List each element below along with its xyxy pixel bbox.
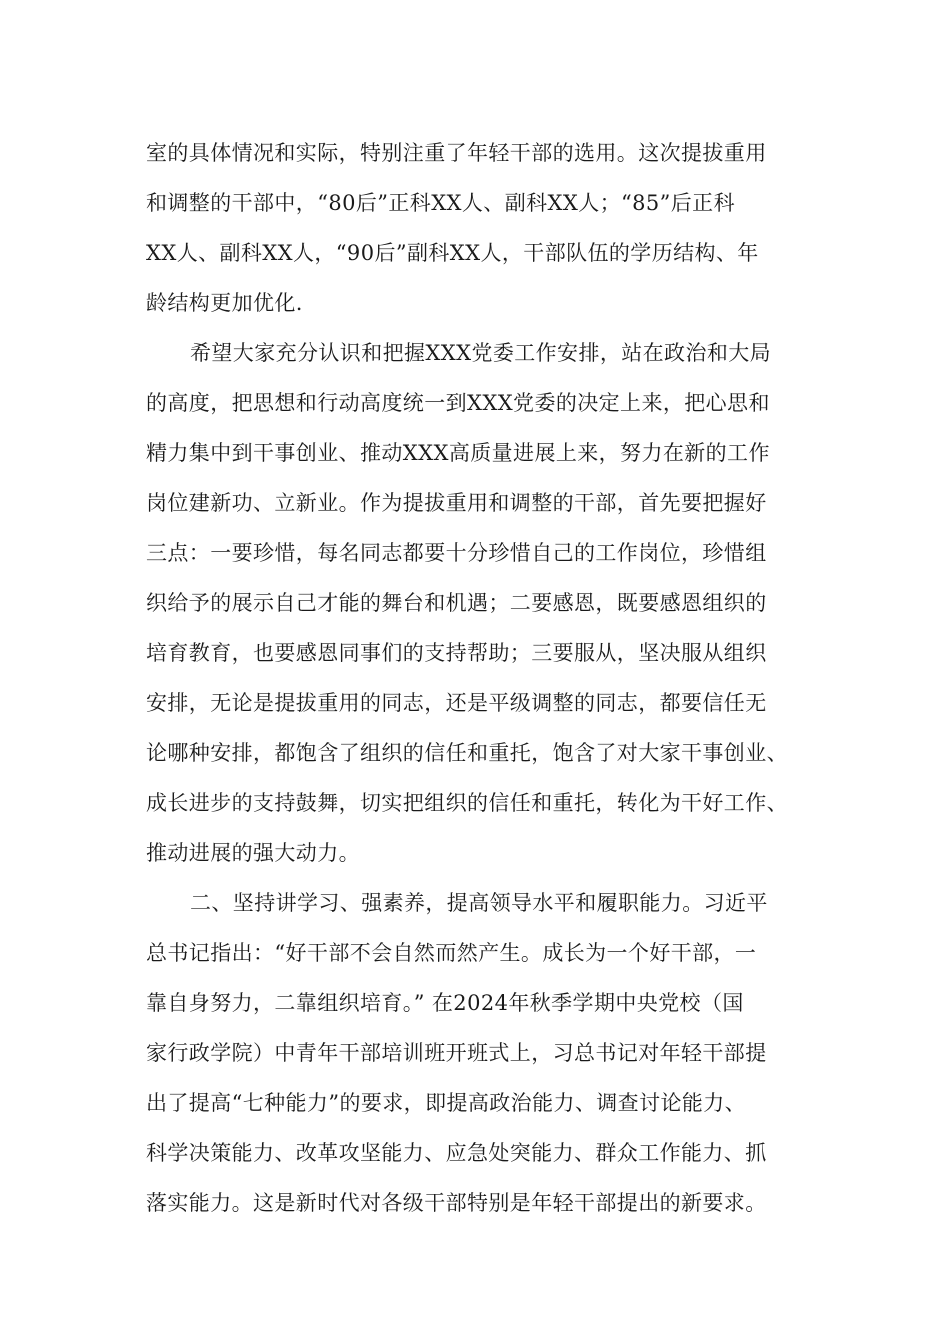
- text-line: 家行政学院）中青年干部培训班开班式上，习总书记对年轻干部提: [146, 1041, 767, 1065]
- text-line: 靠自身努力，二靠组织培育。” 在2024年秋季学期中央党校（国: [146, 991, 744, 1015]
- text-line: 成长进步的支持鼓舞，切实把组织的信任和重托，转化为干好工作、: [146, 791, 788, 815]
- text-line: 龄结构更加优化.: [146, 291, 303, 315]
- text-line: 落实能力。这是新时代对各级干部特别是年轻干部提出的新要求。: [146, 1191, 767, 1215]
- paragraph-2: [146, 328, 836, 878]
- text-line: 总书记指出：“好干部不会自然而然产生。成长为一个好干部，一: [146, 941, 757, 965]
- text-line: 室的具体情况和实际，特别注重了年轻干部的选用。这次提拔重用: [146, 141, 767, 165]
- text-line: 岗位建新功、立新业。作为提拔重用和调整的干部，首先要把握好: [146, 491, 767, 515]
- paragraph-1: [146, 128, 836, 328]
- text-line: 推动进展的强大动力。: [146, 841, 360, 865]
- text-line: 出了提高“七种能力”的要求，即提高政治能力、调查讨论能力、: [146, 1091, 747, 1115]
- text-line: XX人、副科XX人，“90后”副科XX人，干部队伍的学历结构、年: [146, 241, 759, 265]
- text-line: 二、坚持讲学习、强素养，提高领导水平和履职能力。习近平: [190, 891, 768, 915]
- text-line: 的高度，把思想和行动高度统一到XXX党委的决定上来，把心思和: [146, 391, 770, 415]
- text-line: 希望大家充分认识和把握XXX党委工作安排，站在政治和大局: [190, 341, 772, 365]
- text-line: 培育教育，也要感恩同事们的支持帮助；三要服从，坚决服从组织: [146, 641, 767, 665]
- paragraph-3: [146, 878, 836, 1228]
- text-line: 织给予的展示自己才能的舞台和机遇；二要感恩，既要感恩组织的: [146, 591, 767, 615]
- text-line: 安排，无论是提拔重用的同志，还是平级调整的同志，都要信任无: [146, 691, 767, 715]
- text-line: 和调整的干部中，“80后”正科XX人、副科XX人；“85”后正科: [146, 191, 735, 215]
- text-line: 精力集中到干事创业、推动XXX高质量进展上来，努力在新的工作: [146, 441, 770, 465]
- document-body: [146, 128, 836, 1228]
- text-line: 论哪种安排，都饱含了组织的信任和重托，饱含了对大家干事创业、: [146, 741, 788, 765]
- text-line: 三点：一要珍惜，每名同志都要十分珍惜自己的工作岗位，珍惜组: [146, 541, 767, 565]
- text-line: 科学决策能力、改革攻坚能力、应急处突能力、群众工作能力、抓: [146, 1141, 767, 1165]
